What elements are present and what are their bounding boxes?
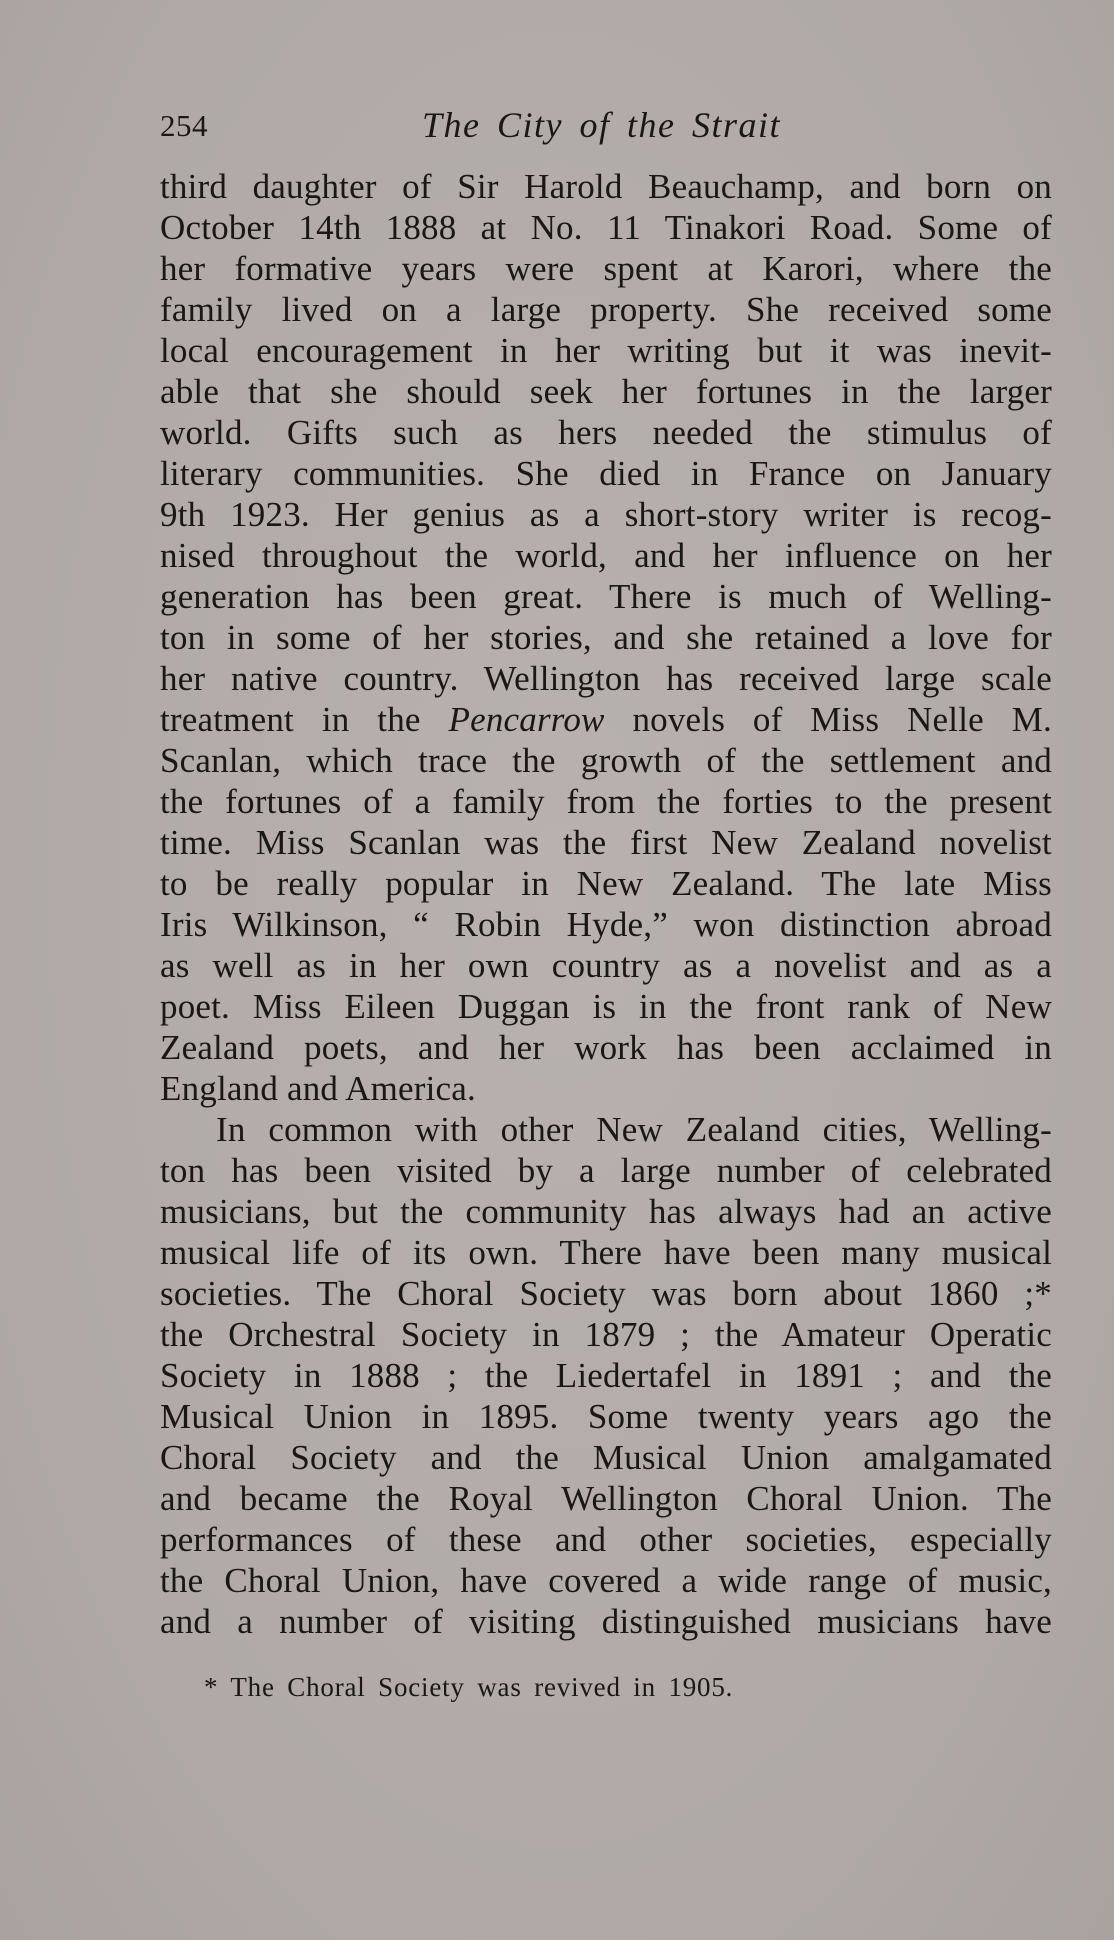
text-line: third daughter of Sir Harold Beauchamp, and born on [160, 167, 1052, 206]
text-line: musicians, but the community has always had an active [160, 1192, 1052, 1231]
text-line: Zealand poets, and her work has been acclaimed in [160, 1028, 1052, 1067]
text-line: her native country. Wellington has received large scale [160, 659, 1052, 698]
text-line: Iris Wilkinson, “ Robin Hyde,” won distinction abroad [160, 905, 1052, 944]
text-line: In common with other New Zealand cities, Welling- [216, 1110, 1052, 1149]
text-line: local encouragement in her writing but it was inevit- [160, 331, 1052, 370]
text-line: the fortunes of a family from the forties to the present [160, 782, 1052, 821]
text-line: musical life of its own. There have been many musical [160, 1233, 1052, 1272]
body-text [160, 166, 1052, 1642]
text-line: Musical Union in 1895. Some twenty years ago the [160, 1397, 1052, 1436]
text-line: world. Gifts such as hers needed the stimulus of [160, 413, 1052, 452]
line-text-after: novels of Miss Nelle M. [604, 700, 1052, 739]
text-line: able that she should seek her fortunes in the larger [160, 372, 1052, 411]
text-line: Scanlan, which trace the growth of the settlement and [160, 741, 1052, 780]
text-line: Society in 1888 ; the Liedertafel in 1891 ; and the [160, 1356, 1052, 1395]
text-line: and became the Royal Wellington Choral Union. The [160, 1479, 1052, 1518]
text-line: 9th 1923. Her genius as a short-story writer is recog- [160, 495, 1052, 534]
text-line: ton in some of her stories, and she retained a love for [160, 618, 1052, 657]
text-line: to be really popular in New Zealand. The late Miss [160, 864, 1052, 903]
page-header [160, 104, 1052, 152]
text-line: ton has been visited by a large number of celebrated [160, 1151, 1052, 1190]
text-line: the Choral Union, have covered a wide range of music, [160, 1561, 1052, 1600]
text-line: October 14th 1888 at No. 11 Tinakori Road. Some of [160, 208, 1052, 247]
text-line: the Orchestral Society in 1879 ; the Amateur Operatic [160, 1315, 1052, 1354]
text-line: as well as in her own country as a novelist and as a [160, 946, 1052, 985]
footnote: * The Choral Society was revived in 1905. [204, 1672, 734, 1702]
book-title-pencarrow: Pencarrow [448, 700, 605, 739]
text-line: literary communities. She died in France on January [160, 454, 1052, 493]
line-text-before: treatment in the [160, 700, 449, 739]
text-line: family lived on a large property. She received some [160, 290, 1052, 329]
text-line: societies. The Choral Society was born about 1860 ;* [160, 1274, 1052, 1313]
text-line: time. Miss Scanlan was the first New Zealand novelist [160, 823, 1052, 862]
text-line: her formative years were spent at Karori, where the [160, 249, 1052, 288]
running-title: The City of the Strait [422, 105, 781, 145]
page-number: 254 [160, 108, 208, 143]
text-line: nised throughout the world, and her influence on her [160, 536, 1052, 575]
text-line: generation has been great. There is much of Welling- [160, 577, 1052, 616]
text-line: poet. Miss Eileen Duggan is in the front rank of New [160, 987, 1052, 1026]
text-line: performances of these and other societies, especially [160, 1520, 1052, 1559]
text-line: and a number of visiting distinguished musicians have [160, 1602, 1052, 1641]
text-line: Choral Society and the Musical Union amalgamated [160, 1438, 1052, 1477]
text-line-with-italic [160, 699, 1052, 740]
text-line: England and America. [160, 1069, 476, 1108]
